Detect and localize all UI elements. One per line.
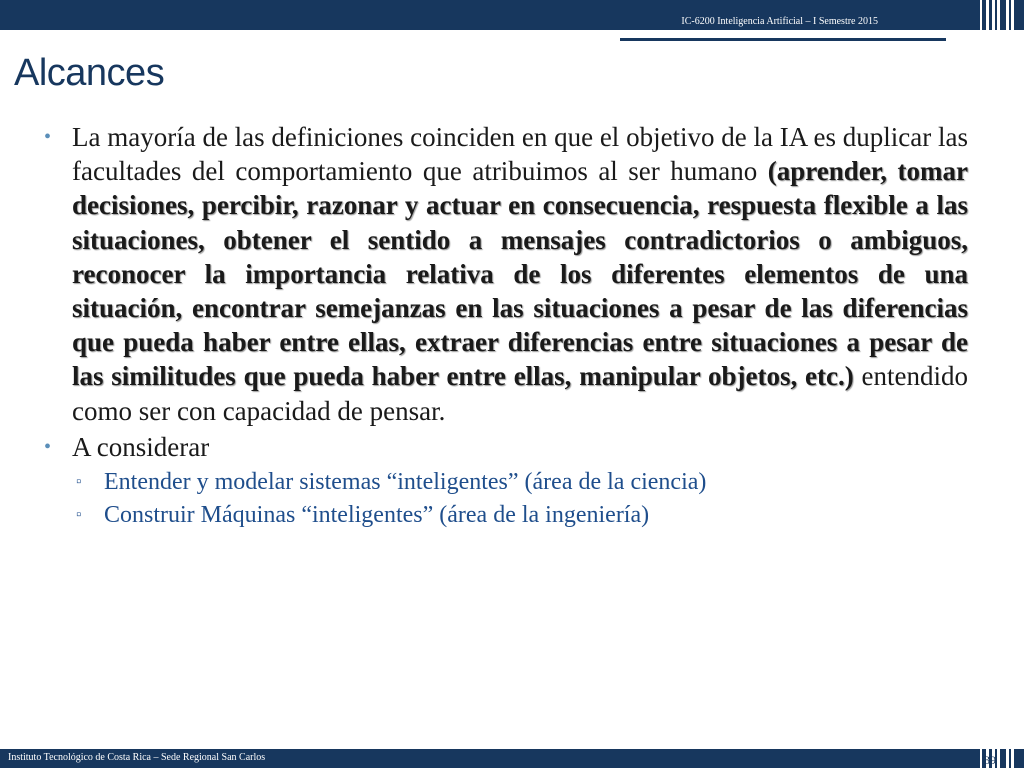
consider-sublist bbox=[40, 466, 968, 532]
sub-item-text: Construir Máquinas “inteligentes” (área de la ingeniería) bbox=[104, 502, 650, 529]
definitions-paragraph bbox=[72, 120, 968, 428]
consider-label: A considerar bbox=[72, 431, 210, 462]
slide-title: Alcances bbox=[14, 52, 165, 94]
header-stripes bbox=[980, 0, 1024, 30]
slide-content bbox=[40, 120, 968, 532]
square-bullet-icon: ▫ bbox=[76, 507, 82, 524]
footer-institution: Instituto Tecnológico de Costa Rica – Sede Regional San Carlos bbox=[8, 752, 266, 763]
course-header: IC-6200 Inteligencia Artificial – I Semestre 2015 bbox=[681, 16, 878, 27]
bullet-consider bbox=[40, 430, 968, 464]
definitions-intro: La mayoría de las definiciones coinciden en que el objetivo de la IA es duplicar las facultades del comportamiento que atribuimos al ser humano bbox=[72, 122, 968, 187]
bullet-definitions bbox=[40, 120, 968, 428]
definitions-outro: entendido como ser con capacidad de pensar. bbox=[72, 361, 968, 426]
bullet-dot-icon: • bbox=[44, 435, 52, 458]
sub-item-science bbox=[40, 466, 968, 499]
sub-item-text: Entender y modelar sistemas “inteligentes” (área de la ciencia) bbox=[104, 469, 707, 496]
sub-item-engineering bbox=[40, 499, 968, 532]
bullet-dot-icon: • bbox=[44, 126, 52, 148]
header-divider bbox=[620, 38, 946, 41]
page-number: 39 bbox=[984, 753, 996, 767]
definitions-faculties: (aprender, tomar decisiones, percibir, razonar y actuar en consecuencia, respuesta flexible a las situaciones, obtener el sentido a mensajes contradictorios o ambiguos, reconocer la importancia relativa de los diferentes elementos de una situación, encontrar semejanzas en las situaciones a pesar de las diferencias que pueda haber entre ellas, extraer diferencias entre situaciones a pesar de las similitudes que pueda haber entre ellas, manipular objetos, etc.) bbox=[72, 156, 968, 392]
square-bullet-icon: ▫ bbox=[76, 474, 82, 491]
